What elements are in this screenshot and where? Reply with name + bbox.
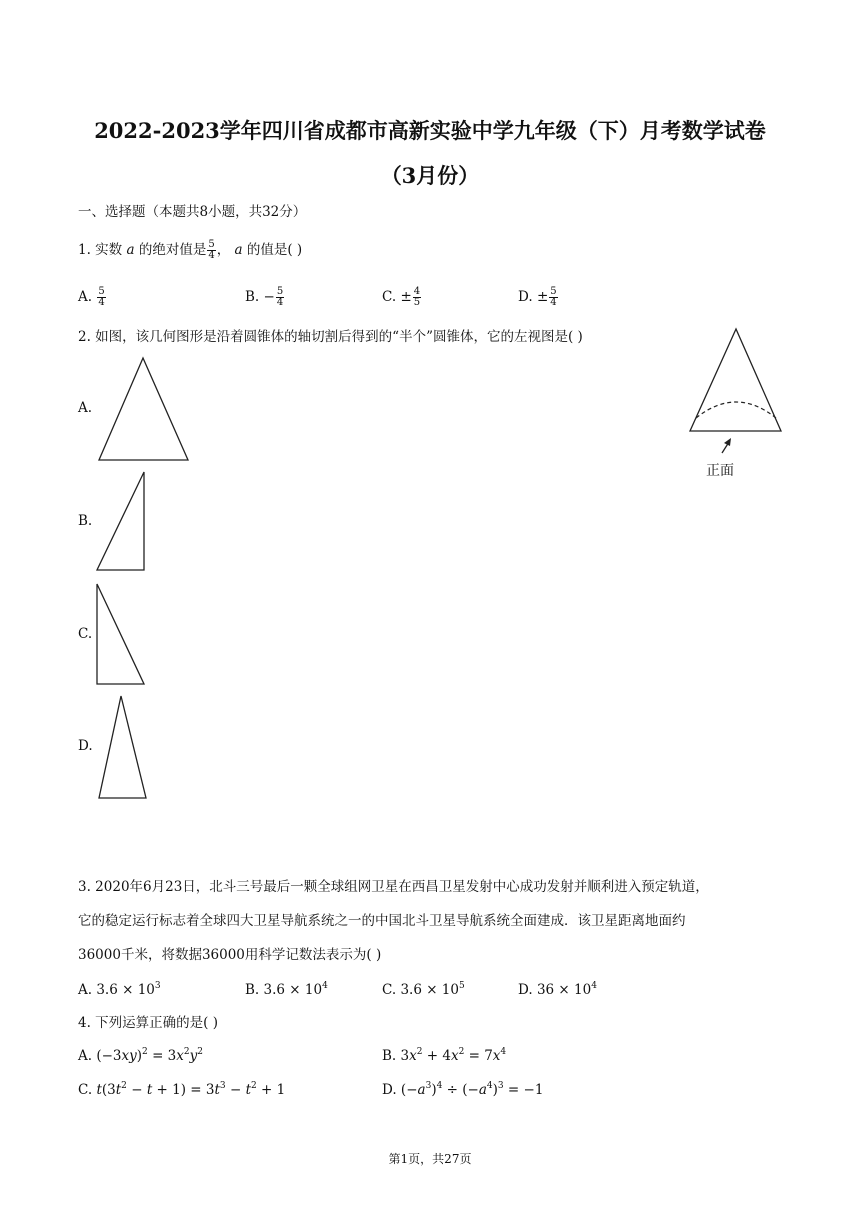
q4-option-d[interactable]: D. $(-a^3)^4 \div (-a^4)^3 = -1$ [382,1081,544,1098]
q3-option-d[interactable]: D. $36 \times 10^4$ [518,981,597,998]
page-title: 2022-2023学年四川省成都市高新实验中学九年级（下）月考数学试卷 [94,118,766,143]
q2-option-b-label[interactable]: B. [78,513,93,529]
q1-mid: 的绝对值是 [138,242,207,258]
page-footer: 第1页，共27页 [388,1152,472,1166]
q4-option-a[interactable]: A. $(-3xy)^2 = 3x^2y^2$ [78,1047,203,1064]
figure-label-front: 正面 [706,463,734,479]
q2-option-c-label[interactable]: C. [78,626,93,642]
q2-option-b-triangle[interactable] [95,468,150,576]
page-subtitle: （3月份） [380,163,480,188]
q1-var: a [126,242,135,258]
q2-option-c-triangle[interactable] [95,580,150,690]
q2-option-d-label[interactable]: D. [78,738,93,754]
q2-option-a-label[interactable]: A. [78,400,93,416]
q1-suffix-var: a [234,242,243,258]
question-3-line3: 36000千米，将数据36000用科学记数法表示为( ) [78,947,382,963]
q2-option-d-triangle[interactable] [95,692,150,802]
q4-option-b[interactable]: B. $3x^2 + 4x^2 = 7x^4$ [382,1047,507,1064]
section-header: 一、选择题（本题共8小题，共32分） [78,204,307,220]
q3-option-c[interactable]: C. $3.6 \times 10^5$ [382,981,465,998]
q3-option-b[interactable]: B. $3.6 \times 10^4$ [245,981,328,998]
question-3-line1: 3. 2020年6月23日，北斗三号最后一颗全球组网卫星在西昌卫星发射中心成功发射并顺利进入预定轨道， [78,879,709,895]
question-3-line2: 它的稳定运行标志着全球四大卫星导航系统之一的中国北斗卫星导航系统全面建成．该卫星距离地面约 [78,913,686,929]
q1-prefix: 1. 实数 [78,242,123,258]
q1-suffix: 的值是( ) [246,242,303,258]
half-cone-figure [680,320,790,485]
question-1: 1. 实数 a 的绝对值是 $\frac{5}{4}$ ， a 的值是( ) [78,239,303,261]
q2-option-a-triangle[interactable] [95,355,195,465]
q1-option-d[interactable]: D. ± $\frac{5}{4}$ [518,286,557,308]
q1-option-c[interactable]: C. ± $\frac{4}{5}$ [382,286,421,308]
question-4: 4. 下列运算正确的是( ) [78,1015,218,1031]
q1-option-b[interactable]: B. − $\frac{5}{4}$ [245,286,284,308]
q3-option-a[interactable]: A. $3.6 \times 10^3$ [78,981,161,998]
question-2: 2. 如图，该几何图形是沿着圆锥体的轴切割后得到的“半个”圆锥体，它的左视图是( ) [78,329,583,345]
q1-option-a[interactable]: A. $\frac{5}{4}$ [78,286,105,308]
q1-fraction: $\frac{5}{4}$ [208,239,215,261]
q4-option-c[interactable]: C. $t(3t^2 - t + 1) = 3t^3 - t^2 + 1$ [78,1081,286,1098]
